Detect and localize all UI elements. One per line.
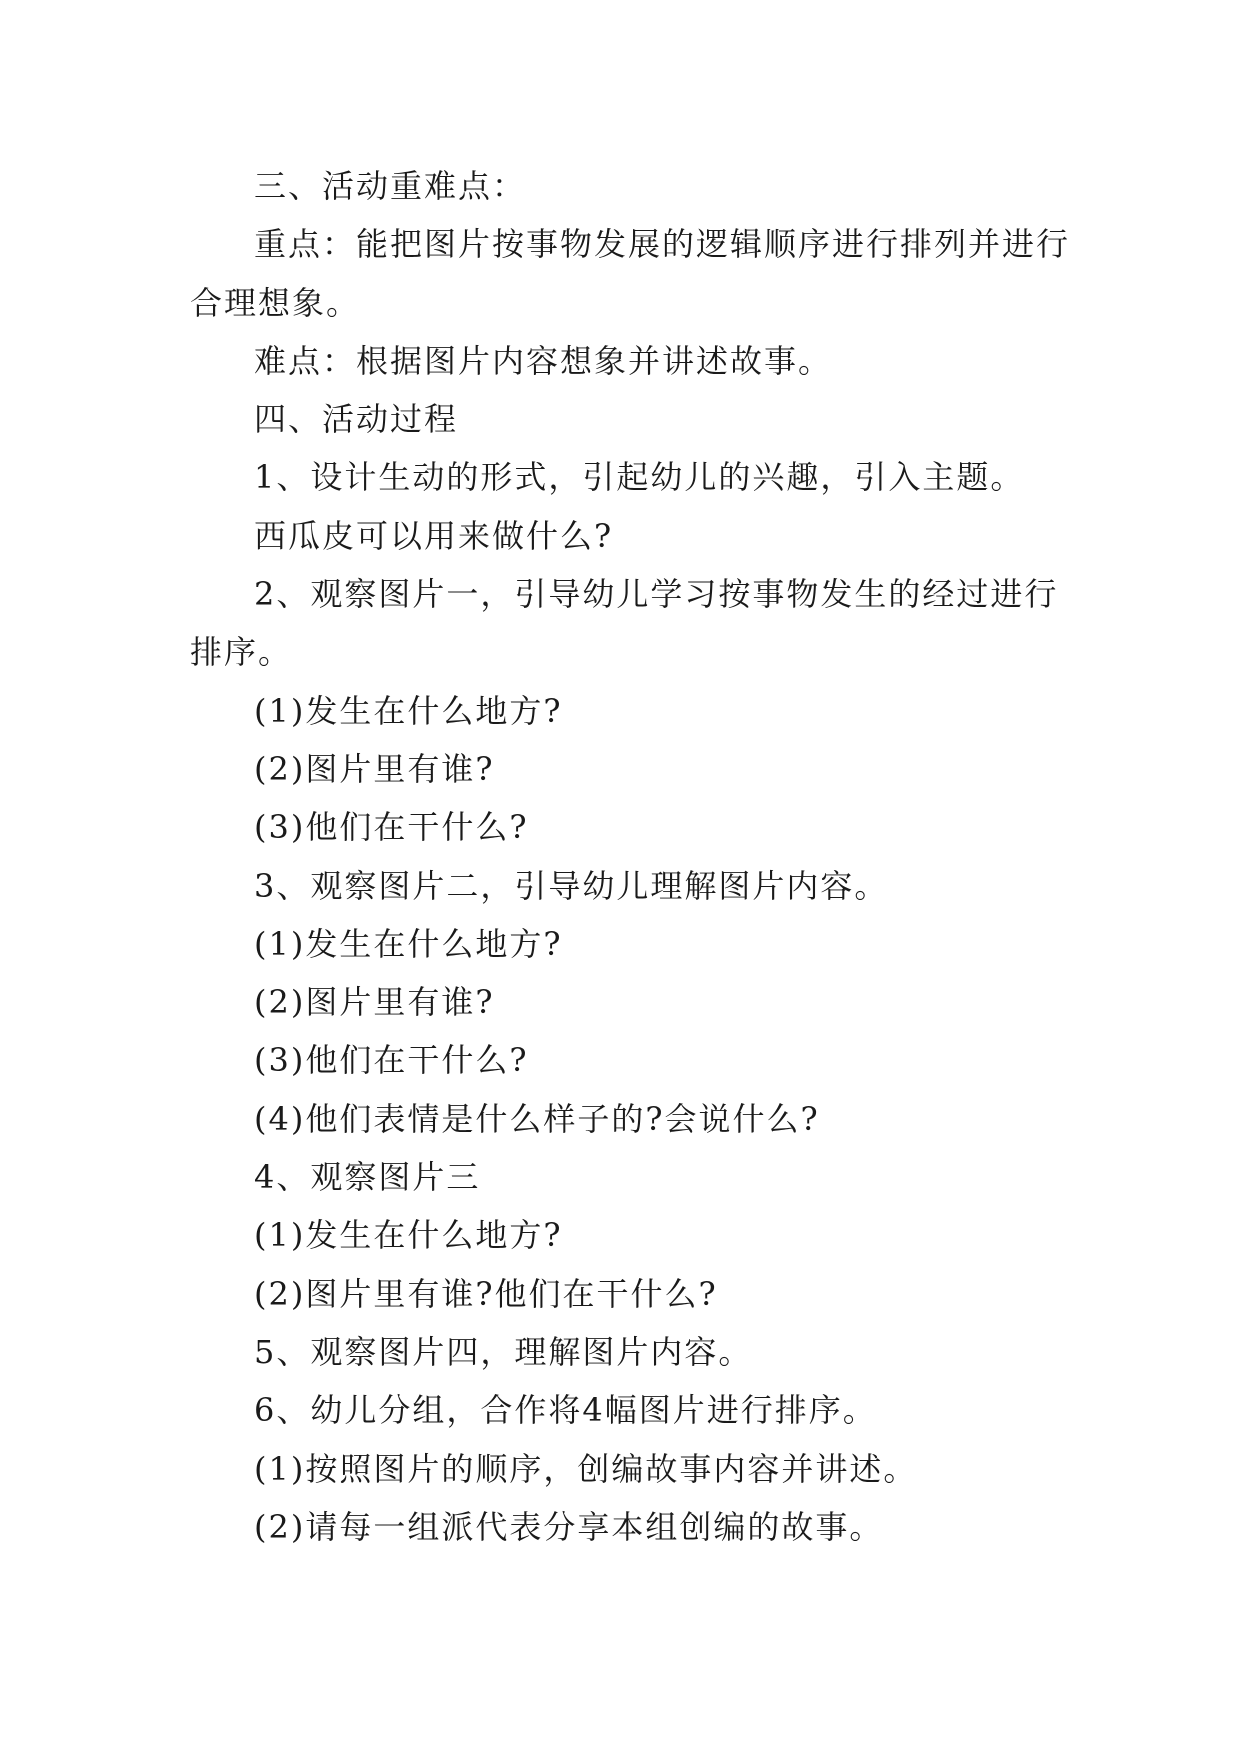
step-3-question-2: (2)图片里有谁? (254, 983, 495, 1022)
step-6-task-2: (2)请每一组派代表分享本组创编的故事。 (254, 1507, 884, 1546)
step-1-question: 西瓜皮可以用来做什么? (254, 516, 614, 555)
step-6-task-1: (1)按照图片的顺序，创编故事内容并讲述。 (254, 1449, 918, 1488)
step-2-question-2: (2)图片里有谁? (254, 749, 495, 788)
step-3-question-4: (4)他们表情是什么样子的?会说什么? (254, 1099, 820, 1138)
section-heading-process: 四、活动过程 (254, 400, 459, 439)
step-4-question-1: (1)发生在什么地方? (254, 1216, 563, 1255)
step-2: 2、观察图片一，引导幼儿学习按事物发生的经过进行排序。 (190, 575, 1059, 672)
step-4-question-2: (2)图片里有谁?他们在干什么? (254, 1274, 718, 1313)
step-3-question-1: (1)发生在什么地方? (254, 924, 563, 963)
step-2-question-1: (1)发生在什么地方? (254, 691, 563, 730)
step-5: 5、观察图片四，理解图片内容。 (254, 1332, 753, 1371)
document-body (190, 157, 1070, 1556)
difficult-point-paragraph: 难点：根据图片内容想象并讲述故事。 (254, 341, 833, 380)
section-heading-key-points: 三、活动重难点： (254, 167, 527, 205)
step-4: 4、观察图片三 (254, 1158, 481, 1197)
step-6: 6、幼儿分组，合作将4幅图片进行排序。 (254, 1391, 877, 1430)
key-point-paragraph: 重点：能把图片按事物发展的逻辑顺序进行排列并进行合理想象。 (190, 225, 1071, 322)
step-3-question-3: (3)他们在干什么? (254, 1041, 529, 1080)
step-1: 1、设计生动的形式，引起幼儿的兴趣，引入主题。 (254, 458, 1025, 497)
step-2-question-3: (3)他们在干什么? (254, 808, 529, 847)
step-3: 3、观察图片二，引导幼儿理解图片内容。 (254, 866, 889, 905)
